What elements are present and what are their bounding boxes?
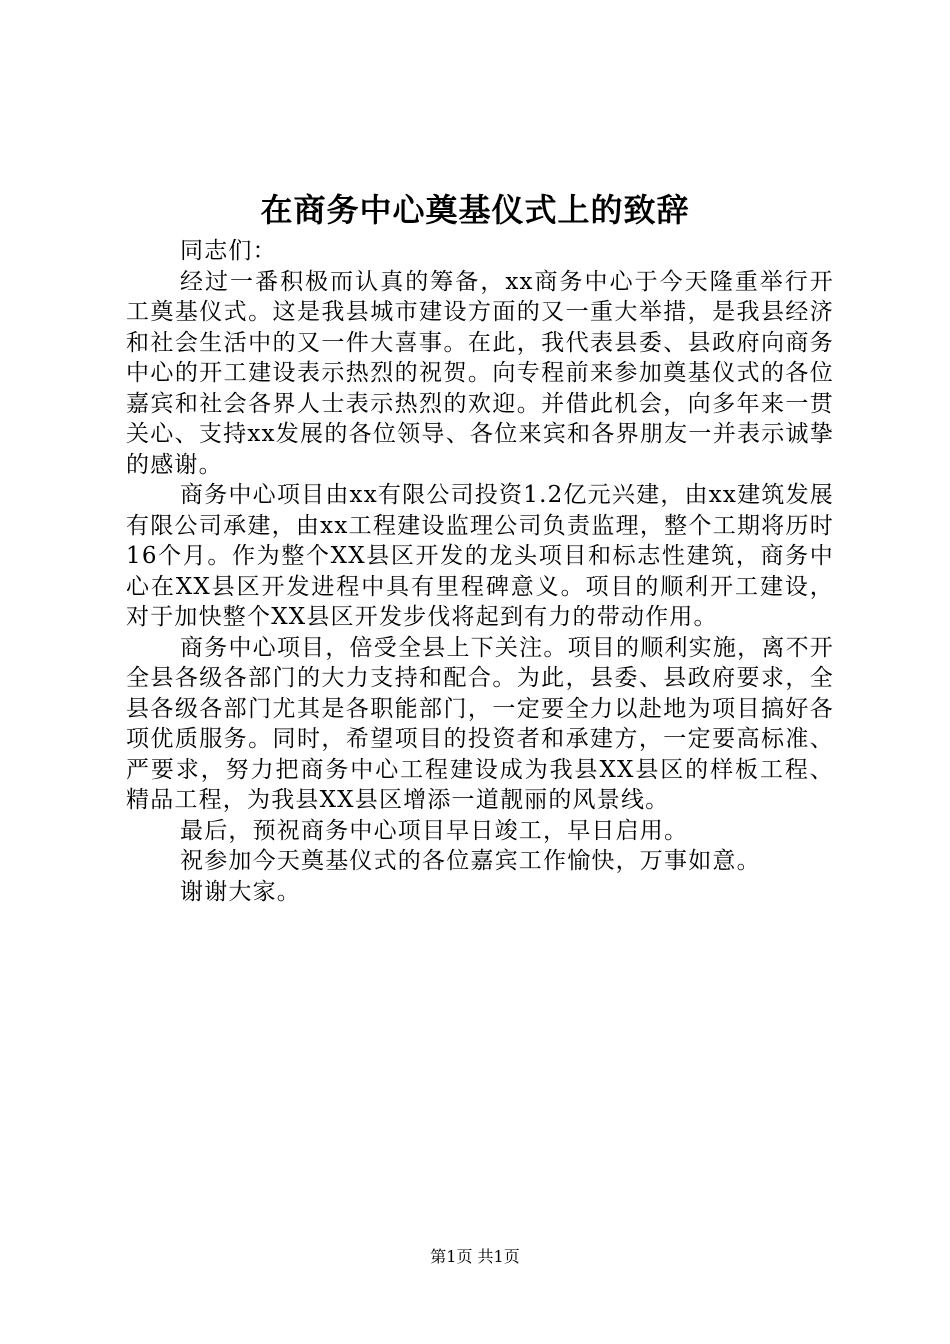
- paragraph-1: 经过一番积极而认真的筹备，xx商务中心于今天隆重举行开工奠基仪式。这是我县城市建设方面的又一重大举措，是我县经济和社会生活中的又一件大喜事。在此，我代表县委、县政府向商务中心的开工建设表示热烈的祝贺。向专程前来参加奠基仪式的各位嘉宾和社会各界人士表示热烈的欢迎。并借此机会，向多年来一贯关心、支持xx发展的各位领导、各位来宾和各界朋友一并表示诚挚的感谢。: [126, 268, 834, 478]
- paragraph-2: 商务中心项目由xx有限公司投资1.2亿元兴建，由xx建筑发展有限公司承建，由xx工程建设监理公司负责监理，整个工期将历时16个月。作为整个XX县区开发的龙头项目和标志性建筑，商务中心在XX县区开发进程中具有里程碑意义。项目的顺利开工建设，对于加快整个XX县区开发步伐将起到有力的带动作用。: [126, 482, 834, 630]
- document-body: [126, 236, 834, 907]
- paragraph-6: 谢谢大家。: [180, 878, 301, 905]
- paragraph-3: 商务中心项目，倍受全县上下关注。项目的顺利实施，离不开全县各级各部门的大力支持和配合。为此，县委、县政府要求，全县各级各部门尤其是各职能部门，一定要全力以赴地为项目搞好各项优质服务。同时，希望项目的投资者和承建方，一定要高标准、严要求，努力把商务中心工程建设成为我县XX县区的样板工程、精品工程，为我县XX县区增添一道靓丽的风景线。: [126, 634, 834, 813]
- paragraph-5: 祝参加今天奠基仪式的各位嘉宾工作愉快，万事如意。: [180, 848, 761, 874]
- page-footer: 第1页 共1页: [430, 1247, 520, 1266]
- paragraph-4: 最后，预祝商务中心项目早日竣工，早日启用。: [180, 817, 689, 844]
- document-title: 在商务中心奠基仪式上的致辞: [260, 191, 690, 229]
- salutation: 同志们：: [180, 238, 277, 264]
